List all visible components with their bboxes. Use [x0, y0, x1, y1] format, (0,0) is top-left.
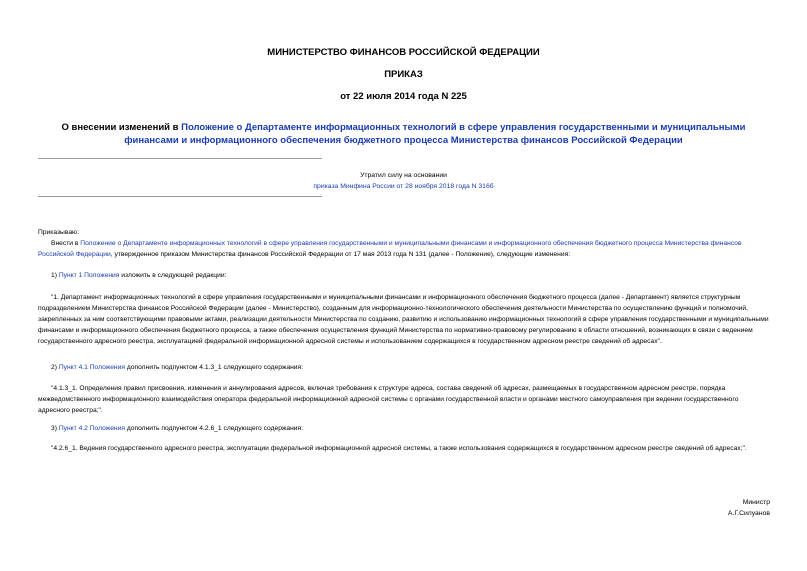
item-1 [38, 270, 769, 281]
document-title [40, 122, 767, 147]
repeal-order-link[interactable]: приказа Минфина России от 28 ноября 2018 года N 316б [313, 183, 494, 190]
item-2-number: 2) [51, 364, 59, 371]
ministry-name: МИНИСТЕРСТВО ФИНАНСОВ РОССИЙСКОЙ ФЕДЕРАЦИИ [267, 47, 540, 58]
paragraph-main-text-2: , утвержденное приказом Министерства финансов Российской Федерации от 17 мая 2013 года N 131 (далее - Положение), следующие изменения: [110, 251, 571, 258]
item-3 [38, 423, 769, 434]
item-2-text: дополнить подпунктом 4.1.3_1 следующего содержания: [124, 364, 304, 371]
document-body [38, 227, 769, 260]
item-3-text: дополнить подпунктом 4.2.6_1 следующего содержания: [124, 425, 304, 432]
title-regulation-link[interactable]: Положение о Департаменте информационных технологий в сфере управления государственными и муниципальными финансами и информационного обеспечения бюджетного процесса Министерства финансов Российской Федерации [124, 122, 746, 146]
quote-1 [38, 292, 769, 347]
paragraph-main-text-1: Внести в [51, 240, 81, 247]
intro-text: Приказываю: [38, 229, 79, 236]
item-3-link[interactable]: Пункт 4.2 Положения [58, 425, 125, 432]
document-type: ПРИКАЗ [384, 69, 423, 80]
quote-2 [38, 383, 769, 416]
quote-3-text: "4.2.6_1. Ведения государственного адресного реестра, эксплуатации федеральной информационной адресной системы, а также использования содержащихся в государственном адресном реестре сведений об адресах;". [51, 445, 747, 452]
divider-top [38, 158, 322, 159]
signatory-position: Министр [742, 499, 770, 506]
item-1-number: 1) [51, 272, 59, 279]
quote-1-text: "1. Департамент информационных технологий в сфере управления государственными и муниципальными финансами и информационного обеспечения бюджетного процесса (далее - Департамент) является структурным подразделением Министерства финансов Российской Федерации (далее - Министерство), созданным для информационно-технологического обеспечения деятельности Министерства по осуществлению функций и полномочий, закрепленных за ним соответствующими правовыми актами, реализации деятельности Министерства по созданию, развитию и использованию информационных технологий в сфере управления государственными и муниципальными финансами и информационного обеспечения бюджетного процесса, а также обеспечения осуществления функций Министерства по нормативно-правовому регулированию в области отношений, возникающих в связи с ведением государственного адресного реестра, эксплуатацией федеральной информационной адресной системы и использованием содержащихся в государственном адресном реестре сведений об адресах". [38, 294, 769, 345]
item-2 [38, 362, 769, 373]
paragraph-main [38, 238, 769, 260]
item-1-link[interactable]: Пункт 1 Положения [58, 272, 120, 279]
divider-bottom [38, 196, 322, 197]
document-date: от 22 июля 2014 года N 225 [340, 91, 467, 102]
status-note-text: Утратил силу на основании [360, 172, 447, 179]
status-note [290, 170, 517, 192]
signatory-name: А.Г.Силуанов [727, 510, 770, 517]
item-1-text: изложить в следующей редакции: [119, 272, 227, 279]
title-prefix: О внесении изменений в [61, 122, 182, 133]
signature-block [728, 497, 770, 519]
quote-2-text: "4.1.3_1. Определения правил присвоения, изменения и аннулирования адресов, включая требования к структуре адреса, состава сведений об адресах, размещаемых в государственном адресном реестре, порядка межведомственного информационного взаимодействия оператора федеральной информационной адресной системы с органами государственной власти и органами местного самоуправления при ведении государственного адресного реестра;". [38, 385, 739, 414]
quote-3 [38, 443, 769, 454]
item-3-number: 3) [51, 425, 59, 432]
paragraph-main-regulation-link[interactable]: Положение о Департаменте информационных технологий в сфере управления государственными и муниципальными финансами и информационного обеспечения бюджетного процесса Министерства финансов Российской Федерации [38, 240, 742, 258]
item-2-link[interactable]: Пункт 4.1 Положения [58, 364, 125, 371]
